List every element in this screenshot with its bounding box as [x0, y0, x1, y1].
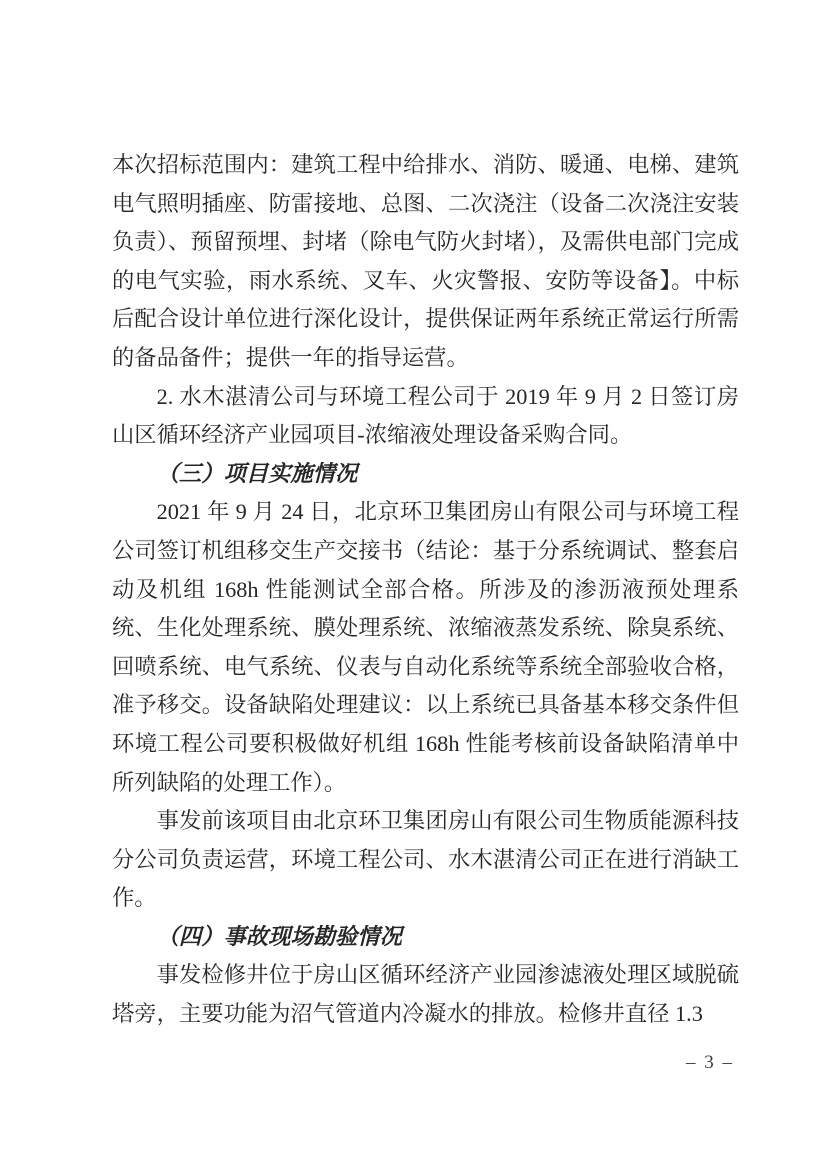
section-heading-scene-inspection: （四）事故现场勘验情况 [156, 923, 402, 949]
document-body [112, 146, 739, 1034]
paragraph-inspection-well: 事发检修井位于房山区循环经济产业园渗滤液处理区域脱硫塔旁，主要功能为沼气管道内冷凝水的排放。检修井直径 1.3 [112, 962, 739, 1027]
page-number: – 3 – [686, 1052, 734, 1073]
section-heading-project-implementation: （三）项目实施情况 [156, 460, 358, 486]
paragraph-handover-record: 2021 年 9 月 24 日，北京环卫集团房山有限公司与环境工程公司签订机组移交生产交接书（结论：基于分系统调试、整套启动及机组 168h 性能测试全部合格。所涉及的渗沥液预处理系统、生化处理系统、膜处理系统、浓缩液蒸发系统、除臭系统、回喷系统、电气系统、仪表与自动化系统等系统全部验收合格，准予移交。设备缺陷处理建议：以上系统已具备基本移交条件但环境工程公司要积极做好机组 168h 性能考核前设备缺陷清单中所列缺陷的处理工作）。 [112, 499, 739, 795]
paragraph-operation-status: 事发前该项目由北京环卫集团房山有限公司生物质能源科技分公司负责运营，环境工程公司、水木湛清公司正在进行消缺工作。 [112, 808, 739, 911]
paragraph-bid-scope: 本次招标范围内：建筑工程中给排水、消防、暖通、电梯、建筑电气照明插座、防雷接地、总图、二次浇注（设备二次浇注安装负责）、预留预埋、封堵（除电气防火封堵），及需供电部门完成的电气实验，雨水系统、叉车、火灾警报、安防等设备】。中标后配合设计单位进行深化设计，提供保证两年系统正常运行所需的备品备件；提供一年的指导运营。 [112, 152, 739, 370]
paragraph-contract-signing: 2. 水木湛清公司与环境工程公司于 2019 年 9 月 2 日签订房山区循环经济产业园项目-浓缩液处理设备采购合同。 [112, 383, 739, 448]
